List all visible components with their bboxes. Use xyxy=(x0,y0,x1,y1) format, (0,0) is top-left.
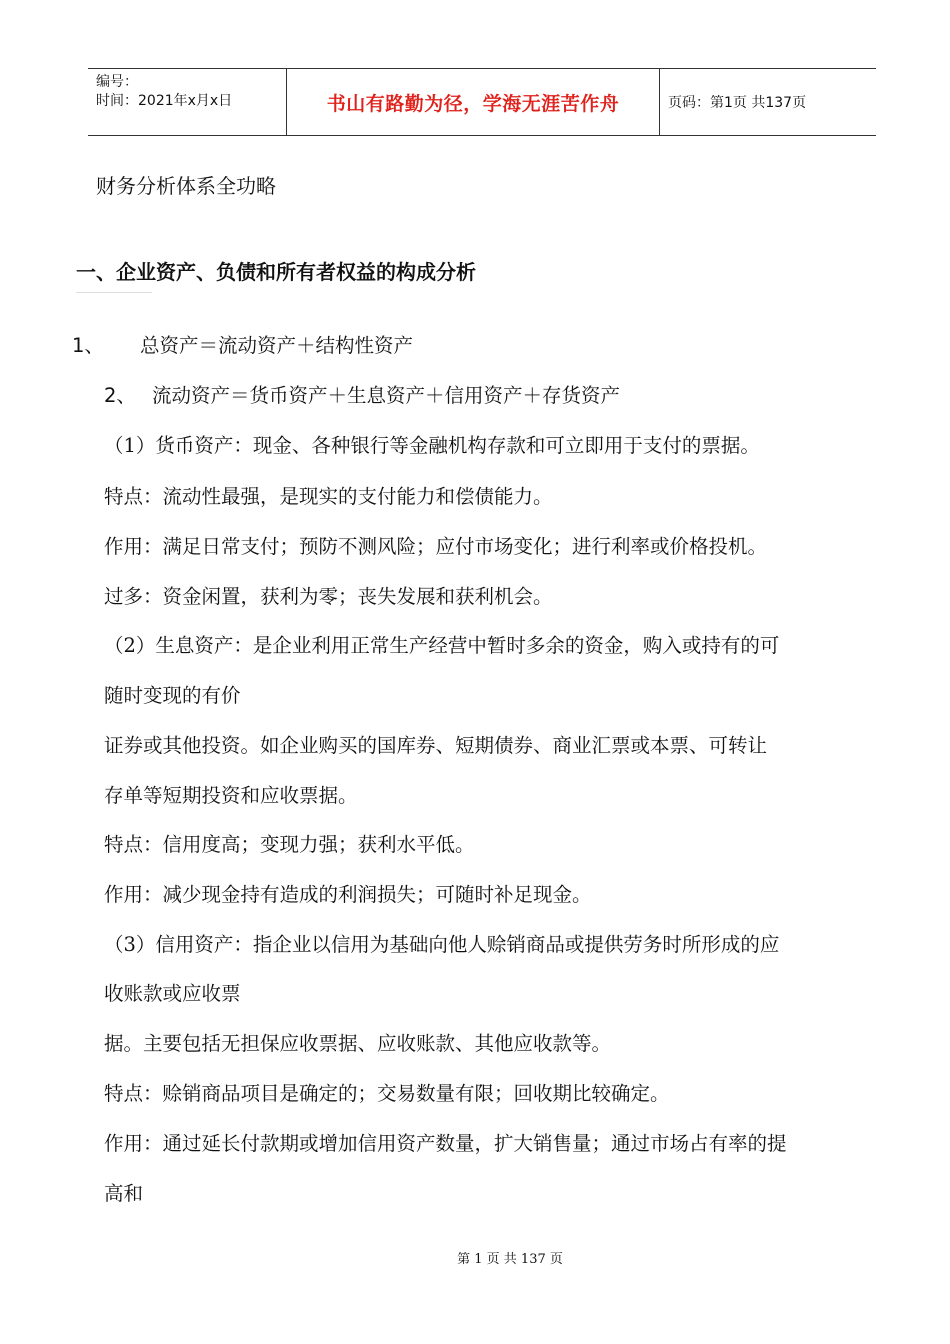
document-title: 财务分析体系全功略 xyxy=(96,174,276,198)
list-item-text: 总资产＝流动资产＋结构性资产 xyxy=(140,334,414,357)
list-item-number: 1、 xyxy=(72,334,104,357)
paragraph-line: 特点：流动性最强，是现实的支付能力和偿债能力。 xyxy=(104,485,553,508)
header-page-info: 页码：第1页 共137页 xyxy=(668,95,807,111)
header-time-label: 时间：2021年x月x日 xyxy=(96,93,233,109)
list-item-1 xyxy=(72,330,414,358)
paragraph-line: 作用：通过延长付款期或增加信用资产数量，扩大销售量；通过市场占有率的提 xyxy=(104,1132,787,1155)
paragraph-line: 存单等短期投资和应收票据。 xyxy=(104,784,358,807)
list-item-2 xyxy=(104,380,621,408)
list-item-text: 流动资产＝货币资产＋生息资产＋信用资产＋存货资产 xyxy=(152,384,621,407)
section-heading: 一、企业资产、负债和所有者权益的构成分析 xyxy=(76,260,476,284)
paragraph-line: 随时变现的有价 xyxy=(104,684,241,707)
header-number-label: 编号： xyxy=(96,74,138,90)
header-motto-cell xyxy=(287,69,660,135)
heading-divider xyxy=(76,292,152,293)
list-item-number: 2、 xyxy=(104,384,136,407)
paragraph-line: 据。主要包括无担保应收票据、应收账款、其他应收款等。 xyxy=(104,1032,612,1055)
paragraph-line: （2）生息资产：是企业利用正常生产经营中暂时多余的资金，购入或持有的可 xyxy=(104,634,780,657)
page-footer: 第 1 页 共 137 页 xyxy=(457,1252,563,1267)
header-page-cell xyxy=(660,69,876,135)
paragraph-line: 作用：减少现金持有造成的利润损失；可随时补足现金。 xyxy=(104,883,592,906)
header-meta-cell xyxy=(88,69,287,135)
paragraph-line: 过多：资金闲置，获利为零；丧失发展和获利机会。 xyxy=(104,585,553,608)
paragraph-line: 特点：赊销商品项目是确定的；交易数量有限；回收期比较确定。 xyxy=(104,1082,670,1105)
paragraph-line: 收账款或应收票 xyxy=(104,982,241,1005)
header-motto: 书山有路勤为径，学海无涯苦作舟 xyxy=(326,92,620,115)
paragraph-line: 证券或其他投资。如企业购买的国库券、短期债券、商业汇票或本票、可转让 xyxy=(104,734,768,757)
paragraph-line: （3）信用资产：指企业以信用为基础向他人赊销商品或提供劳务时所形成的应 xyxy=(104,933,780,956)
paragraph-line: 作用：满足日常支付；预防不测风险；应付市场变化；进行利率或价格投机。 xyxy=(104,535,768,558)
paragraph-line: （1）货币资产：现金、各种银行等金融机构存款和可立即用于支付的票据。 xyxy=(104,434,760,457)
paragraph-line: 特点：信用度高；变现力强；获利水平低。 xyxy=(104,833,475,856)
paragraph-line: 高和 xyxy=(104,1182,144,1205)
header-table xyxy=(88,68,876,136)
